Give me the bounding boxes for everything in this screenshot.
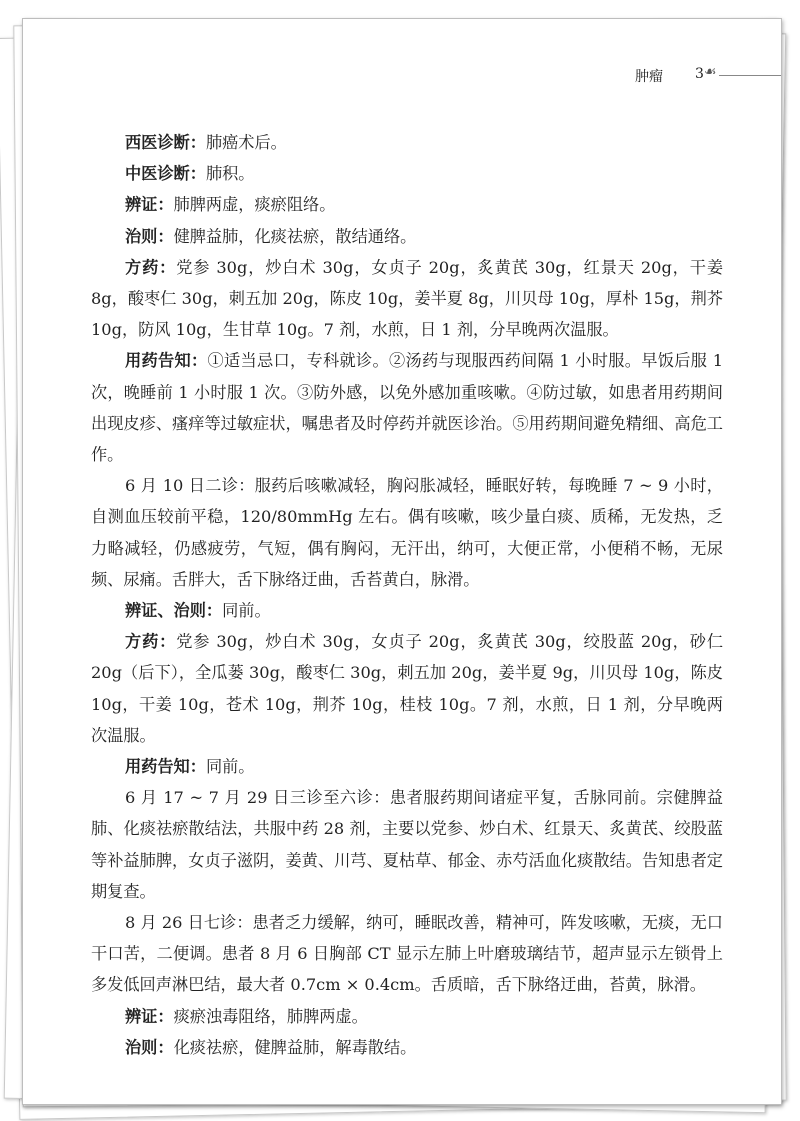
paragraph-label: 治则：	[125, 226, 174, 246]
paragraph	[91, 189, 723, 220]
paragraph	[91, 158, 723, 189]
body-text	[91, 127, 723, 1063]
paragraph	[91, 345, 723, 470]
paragraph-text: 肺积。	[205, 164, 255, 184]
paragraph-label: 用药告知：	[125, 757, 206, 777]
paragraph-label: 辨证：	[125, 195, 174, 215]
paragraph-text: 党参 30g，炒白术 30g，女贞子 20g，炙黄芪 30g，绞股蓝 20g，砂仁 20g（后下），全瓜蒌 30g，酸枣仁 30g，刺五加 20g，姜半夏 9g，川贝母 10g，陈皮 10g，干姜 10g，苍术 10g，荆芥 10g，桂枝 10g。7 剂，水煎，日 1 剂，分早晚两次温服。	[91, 632, 724, 745]
paragraph-text: 党参 30g，炒白术 30g，女贞子 20g，炙黄芪 30g，红景天 20g，干姜 8g，酸枣仁 30g，刺五加 20g，陈皮 10g，姜半夏 8g，川贝母 10g，厚朴 15g，荆芥 10g，防风 10g，生甘草 10g。7 剂，水煎，日 1 剂，分早晚两次温服。	[91, 257, 724, 340]
paragraph-label: 西医诊断：	[125, 133, 206, 152]
paragraph	[91, 626, 723, 751]
paragraph-text: 肺脾两虚，痰瘀阻络。	[173, 195, 336, 215]
paragraph	[91, 1001, 723, 1032]
chapter-title: 肿瘤	[635, 69, 663, 85]
paragraph-text: 化痰祛瘀，健脾益肺，解毒散结。	[173, 1037, 417, 1057]
paragraph-label: 方药：	[125, 257, 177, 277]
paragraph-text: 痰瘀浊毒阻络，肺脾两虚。	[173, 1006, 368, 1026]
paragraph-text: ①适当忌口，专科就诊。②汤药与现服西药间隔 1 小时服。早饭后服 1 次，晚睡前 1 小时服 1 次。③防外感，以免外感加重咳嗽。④防过敏，如患者用药期间出现皮疹、瘙痒等过敏症状，嘱患者及时停药并就医诊治。⑤用药期间避免精细、高危工作。	[91, 351, 723, 465]
document-page	[22, 18, 782, 1105]
paragraph-text: 6 月 10 日二诊：服药后咳嗽减轻，胸闷胀减轻，睡眠好转，每晚睡 7 ~ 9 小时，自测血压较前平稳，120/80mmHg 左右。偶有咳嗽，咳少量白痰、质稀，无发热，乏力略减轻，仍感疲劳，气短，偶有胸闷，无汗出，纳可，大便正常，小便稍不畅，无尿频、尿痛。舌胖大，舌下脉络迂曲，舌苔黄白，脉滑。	[91, 476, 723, 589]
ornament-icon: ☙	[704, 64, 717, 80]
paragraph-text: 6 月 17 ~ 7 月 29 日三诊至六诊：患者服药期间诸症平复，舌脉同前。宗健脾益肺、化痰祛瘀散结法，共服中药 28 剂，主要以党参、炒白术、红景天、炙黄芪、绞股蓝等补益肺脾，女贞子滋阴，姜黄、川芎、夏枯草、郁金、赤芍活血化痰散结。告知患者定期复查。	[91, 788, 723, 901]
paragraph	[91, 751, 723, 782]
paragraph	[91, 1032, 723, 1063]
paragraph-label: 用药告知：	[125, 351, 208, 371]
running-header	[623, 66, 781, 86]
paragraph	[91, 782, 723, 907]
paragraph-text: 肺癌术后。	[205, 133, 287, 152]
paragraph-label: 治则：	[125, 1037, 174, 1057]
paragraph	[91, 595, 723, 626]
header-rule	[719, 75, 781, 76]
page-number: 3	[695, 66, 704, 82]
paragraph-label: 方药：	[125, 632, 177, 652]
paragraph-label: 辨证、治则：	[125, 601, 223, 621]
paragraph-label: 中医诊断：	[125, 164, 206, 184]
paragraph	[91, 907, 723, 1001]
paragraph	[91, 470, 723, 595]
paragraph	[91, 127, 723, 158]
paragraph	[91, 221, 723, 252]
paragraph-label: 辨证：	[125, 1006, 174, 1026]
paragraph	[91, 252, 723, 346]
paragraph-text: 同前。	[222, 601, 271, 621]
paragraph-text: 8 月 26 日七诊：患者乏力缓解，纳可，睡眠改善，精神可，阵发咳嗽，无痰，无口干口苦，二便调。患者 8 月 6 日胸部 CT 显示左肺上叶磨玻璃结节，超声显示左锁骨上多发低回声淋巴结，最大者 0.7cm × 0.4cm。舌质暗，舌下脉络迂曲，苔黄，脉滑。	[91, 913, 723, 995]
paragraph-text: 健脾益肺，化痰祛瘀，散结通络。	[173, 226, 417, 246]
paragraph-text: 同前。	[205, 757, 255, 777]
